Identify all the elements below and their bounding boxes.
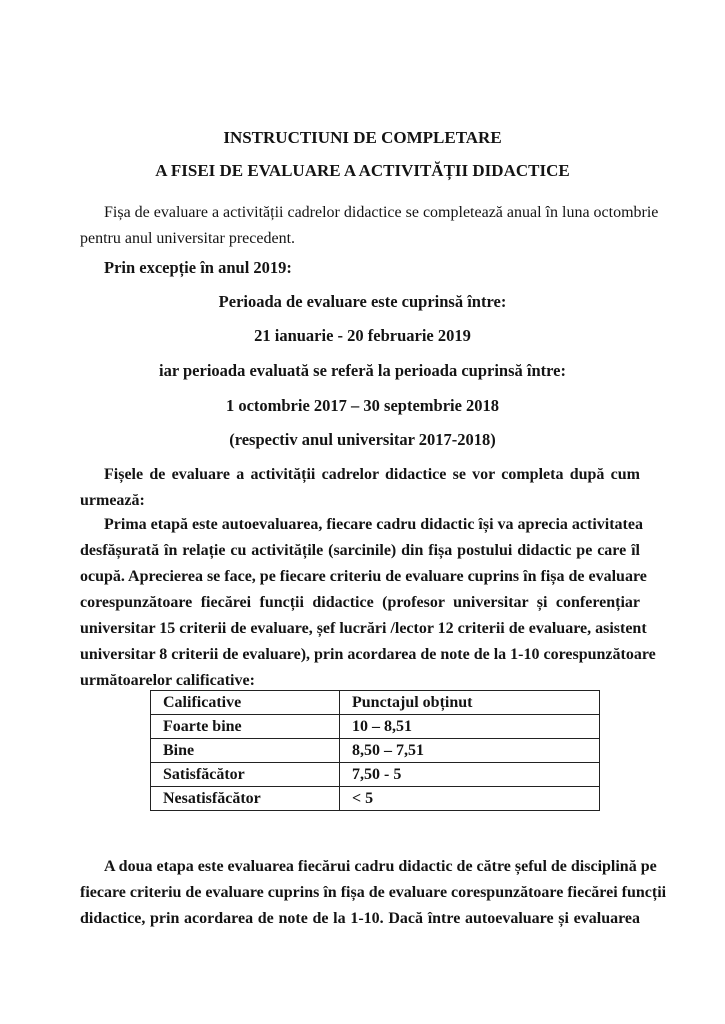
- academic-year-note: (respectiv anul universitar 2017-2018): [229, 430, 496, 449]
- stage1-line: desfășurată în relație cu activitățile (sarcinile) din fișa postului didactic pe care îl: [80, 542, 640, 559]
- evaluation-period-dates: 21 ianuarie - 20 februarie 2019: [254, 326, 471, 345]
- table-cell: Nesatisfăcător: [151, 787, 340, 811]
- table-header-row: [151, 691, 600, 715]
- table-cell: Bine: [151, 739, 340, 763]
- table-row: [151, 739, 600, 763]
- stage2-line: didactice, prin acordarea de note de la 1-10. Dacă între autoevaluare și evaluarea: [80, 910, 640, 927]
- stage1-paragraph: [80, 512, 656, 694]
- table-cell: 10 – 8,51: [340, 715, 600, 739]
- stage2-paragraph: [80, 854, 667, 932]
- table-row: [151, 715, 600, 739]
- stage1-line: corespunzătoare fiecărei funcții didactice (profesor universitar și conferențiar: [80, 594, 640, 611]
- stage1-line: universitar 8 criterii de evaluare), prin acordarea de note de la 1-10 corespunzătoare: [80, 646, 656, 663]
- intro-line-2: pentru anul universitar precedent.: [80, 230, 296, 247]
- table-header-cell: Calificative: [151, 691, 340, 715]
- table-cell: 7,50 - 5: [340, 763, 600, 787]
- stage2-line: fiecare criteriu de evaluare cuprins în fișa de evaluare corespunzătoare fiecărei funcții: [80, 884, 667, 901]
- stage1-line: universitar 15 criterii de evaluare, șef lucrări /lector 12 criterii de evaluare, asistent: [80, 620, 647, 637]
- table-cell: Satisfăcător: [151, 763, 340, 787]
- fise-line-2: urmează:: [80, 492, 145, 509]
- grades-table: [150, 690, 600, 811]
- stage1-line: ocupă. Aprecierea se face, pe fiecare criteriu de evaluare cuprins în fișa de evaluare: [80, 568, 647, 585]
- stage1-line: Prima etapă este autoevaluarea, fiecare cadru didactic își va aprecia activitatea: [104, 516, 643, 533]
- title-line-1: INSTRUCTIUNI DE COMPLETARE: [223, 128, 502, 147]
- intro-line-1: Fișa de evaluare a activității cadrelor didactice se completează anual în luna octombrie: [104, 204, 659, 221]
- table-row: [151, 763, 600, 787]
- stage1-line: următoarelor calificative:: [80, 672, 255, 689]
- table-cell: Foarte bine: [151, 715, 340, 739]
- evaluation-period-label: Perioada de evaluare este cuprinsă între:: [218, 292, 507, 311]
- evaluated-period-label: iar perioada evaluată se referă la perioada cuprinsă între:: [159, 361, 566, 380]
- table-cell: 8,50 – 7,51: [340, 739, 600, 763]
- fise-line-1: Fișele de evaluare a activității cadrelor didactice se vor completa după cum: [104, 466, 640, 483]
- table-header-cell: Punctajul obținut: [340, 691, 600, 715]
- fise-paragraph: [80, 462, 640, 514]
- title-line-2: A FISEI DE EVALUARE A ACTIVITĂȚII DIDACTICE: [155, 161, 570, 180]
- exception-heading: Prin excepție în anul 2019:: [104, 258, 292, 277]
- table-cell: < 5: [340, 787, 600, 811]
- evaluated-period-dates: 1 octombrie 2017 – 30 septembrie 2018: [225, 396, 500, 415]
- stage2-line: A doua etapa este evaluarea fiecărui cadru didactic de către șeful de disciplină pe: [104, 858, 657, 875]
- intro-paragraph: [80, 200, 659, 252]
- table-row: [151, 787, 600, 811]
